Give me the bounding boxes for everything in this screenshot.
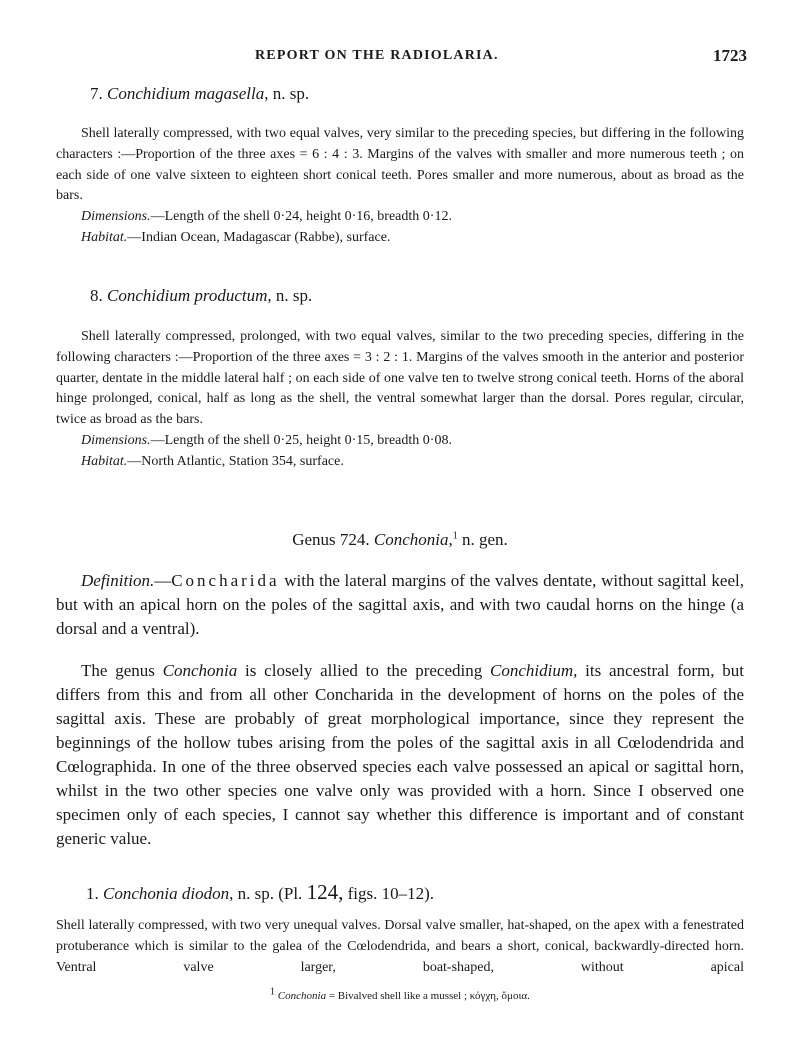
species-1-description: Shell laterally compressed, with two very unequal valves. Dorsal valve smaller, hat-shaped, on the apex with a fenestrated protuberance which is similar to the galea of the Cœlodendrida, and bears a short, conical, backwardly-directed horn. Ventral valve larger, boat-shaped, without apical: [56, 918, 744, 975]
species-7-dimensions: [56, 207, 744, 228]
species-8-suffix: , n. sp.: [267, 286, 313, 305]
species-7-name: Conchidium magasella: [107, 84, 265, 103]
page-number: 1723: [713, 46, 747, 65]
species-1-body: [56, 916, 744, 978]
species-7-dimensions-label: Dimensions.: [81, 209, 151, 225]
genus-name: Conchonia: [373, 530, 449, 549]
genus-heading: Genus 724. Conchonia,$^1$ n. gen.: [292, 530, 508, 549]
species-8-dimensions-text: —Length of the shell 0·25, height 0·15, breadth 0·08.: [150, 432, 452, 448]
discussion-italic-2: Conchidium: [490, 661, 574, 680]
species-7-heading: [90, 84, 309, 104]
running-head: [0, 46, 800, 68]
species-7-number: 7.: [90, 84, 103, 103]
species-1-figs: figs. 10–12).: [343, 884, 434, 903]
species-8-dimensions-label: Dimensions.: [81, 432, 151, 448]
genus-footnote-mark: 1: [452, 530, 458, 542]
species-8-number: 8.: [90, 286, 103, 305]
species-8-habitat-label: Habitat.: [81, 453, 128, 469]
species-7-habitat-label: Habitat.: [81, 229, 128, 245]
genus-body: [56, 569, 744, 851]
footnote-text: = Bivalved shell like a mussel ; κόγχη, ὅμοια.: [326, 990, 530, 1002]
species-1-number: 1.: [86, 884, 99, 903]
species-7-suffix: , n. sp.: [264, 84, 310, 103]
species-7-habitat: [56, 228, 744, 249]
species-8-body: [56, 327, 744, 473]
genus-definition: [56, 569, 744, 641]
definition-text: with the lateral margins of the valves dentate, without sagittal keel, but with an apical horn on the poles of the sagittal axis, and with two caudal horns on the hinge (a dorsal and a ventral).: [56, 571, 744, 638]
species-7-description: Shell laterally compressed, with two equal valves, very similar to the preceding species, but differing in the following characters :—Proportion of the three axes = 6 : 4 : 3. Margins of the valves with smaller and more numerous teeth ; on each side of one valve sixteen to eighteen short conical teeth. Pores smaller and more numerous, about as broad as the bars.: [56, 126, 744, 204]
discussion-part-1: The genus: [81, 661, 163, 680]
species-7-body: [56, 124, 744, 249]
discussion-part-2: is closely allied to the preceding: [237, 661, 491, 680]
footnote: [0, 986, 800, 1002]
species-7-habitat-text: —Indian Ocean, Madagascar (Rabbe), surface.: [127, 229, 391, 245]
species-1-name: Conchonia diodon: [103, 884, 230, 903]
discussion-italic-1: Conchonia: [162, 661, 238, 680]
species-7-dimensions-text: —Length of the shell 0·24, height 0·16, breadth 0·12.: [150, 209, 452, 225]
species-8-heading: [90, 286, 312, 306]
discussion-part-3: , its ancestral form, but differs from this and from all other Concharida in the development of horns on the poles of the sagittal axis. These are probably of great morphological importance, since they represent the beginnings of the hollow tubes arising from the poles of the sagittal axis in all Cœlodendrida and Cœlographida. In one of the three observed species each valve possessed an apical or sagittal horn, whilst in the two other species one valve only was provided with a horn. Since I observed one specimen only of each species, I cannot say whether this difference is important and of constant generic value.: [56, 661, 744, 848]
plate-number: 124,: [306, 880, 344, 904]
genus-discussion: [56, 659, 744, 851]
species-8-habitat-text: —North Atlantic, Station 354, surface.: [127, 453, 344, 469]
running-head-title: REPORT ON THE RADIOLARIA.: [255, 48, 499, 63]
footnote-mark: 1: [270, 986, 276, 998]
species-1-suffix: , n. sp. (Pl.: [229, 884, 307, 903]
species-1-heading: [86, 880, 434, 905]
definition-spaced-term: Concharida: [171, 571, 280, 590]
definition-label: Definition.: [81, 571, 155, 590]
species-8-description: Shell laterally compressed, prolonged, with two equal valves, similar to the two preceding species, differing in the following characters :—Proportion of the three axes = 3 : 2 : 1. Margins of the valves smooth in the anterior and posterior quarter, dentate in the middle lateral half ; on each side of one valve ten to twelve strong conical teeth. Horns of the aboral hinge prolonged, conical, half as long as the shell, the ventral somewhat larger than the dorsal. Pores regular, circular, twice as broad as the bars.: [56, 329, 744, 428]
species-8-dimensions: [56, 431, 744, 452]
species-8-name: Conchidium productum: [107, 286, 268, 305]
genus-prefix: Genus 724.: [292, 530, 370, 549]
species-8-habitat: [56, 452, 744, 473]
definition-dash: —: [154, 571, 172, 590]
genus-suffix: n. gen.: [457, 530, 508, 549]
footnote-term: Conchonia: [277, 990, 327, 1002]
